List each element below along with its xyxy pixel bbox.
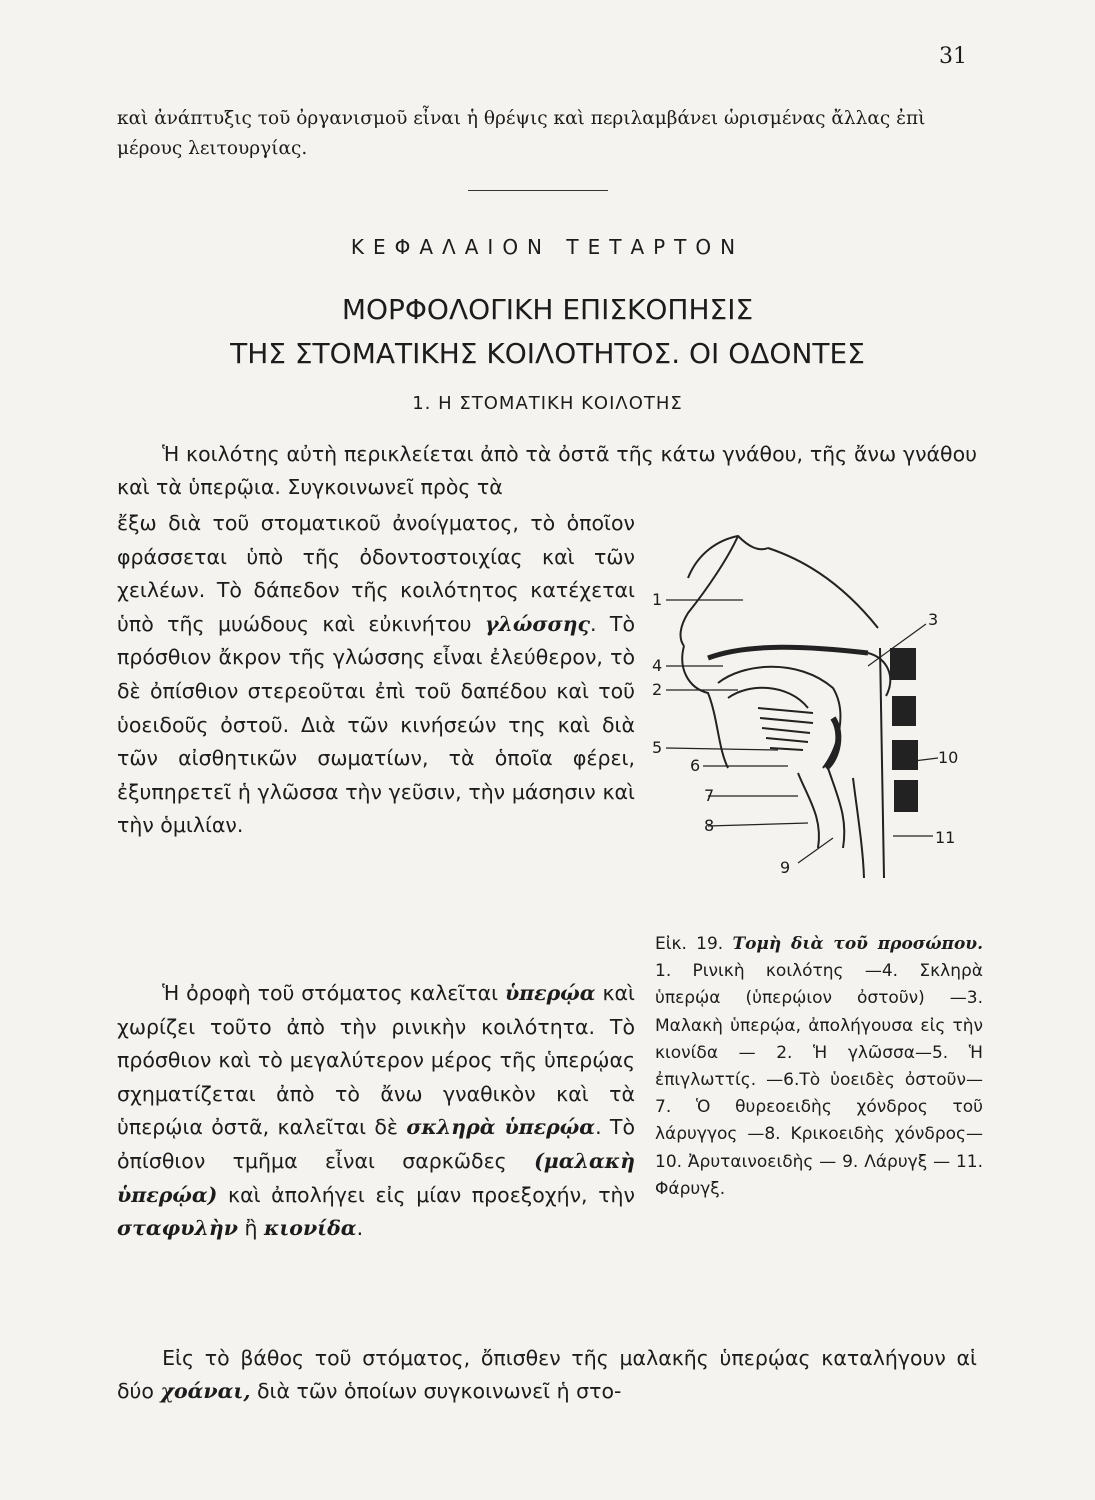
figure-label-1: 1: [652, 590, 663, 609]
paragraph-1-text-b: . Τὸ πρόσθιον ἄκρον τῆς γλώσσης εἶναι ἐλεύθερον, τὸ δὲ ὀπίσθιον στερεοῦται ἐπὶ τοῦ δαπέδου καὶ τοῦ ὑοειδοῦς ὀστοῦ. Διὰ τῶν κινήσεών της καὶ διὰ τῶν αἰσθητικῶν σωματίων, τὰ ὁποῖα φέρει, ἐξυπηρετεῖ ἡ γλῶσσα τὴν γεῦσιν, τὴν μάσησιν καὶ τὴν ὁμιλίαν.: [117, 611, 635, 838]
page-number: 31: [939, 44, 967, 69]
chapter-title-line2: ΤΗΣ ΣΤΟΜΑΤΙΚΗΣ ΚΟΙΛΟΤΗΤΟΣ. ΟΙ ΟΔΟΝΤΕΣ: [230, 337, 865, 370]
term-glossa: γλώσσης: [484, 611, 590, 636]
paragraph-3-text-b: διὰ τῶν ὁποίων συγκοινωνεῖ ἡ στο-: [250, 1379, 622, 1403]
paragraph-3-text-a: Εἰς τὸ βάθος τοῦ στόματος, ὄπισθεν τῆς μαλακῆς ὑπερῴας καταλήγουν αἱ δύο: [117, 1346, 977, 1403]
term-malaki-yperoa: (μαλακὴ ὑπερῴα): [117, 1148, 635, 1207]
figure-label-10: 10: [938, 748, 959, 767]
figure-label-3: 3: [928, 610, 939, 629]
caption-prefix: Εἰκ. 19.: [655, 934, 733, 954]
figure-label-6: 6: [690, 756, 701, 775]
paragraph-2-text-f: .: [356, 1216, 364, 1241]
sagittal-section-drawing: [648, 518, 978, 898]
chapter-label: ΚΕΦΑΛΑΙΟΝ ΤΕΤΑΡΤΟΝ: [350, 235, 745, 259]
anatomy-figure: [648, 518, 978, 898]
paragraph-2-text-e: ἢ: [237, 1216, 264, 1241]
caption-title: Τομὴ διὰ τοῦ προσώπου.: [732, 934, 984, 954]
chapter-title: [0, 288, 1095, 376]
paragraph-2-text-c: . Τὸ ὀπίσθιον τμῆμα εἶναι σαρκῶδες: [117, 1115, 635, 1173]
paragraph-2-text-a: Ἡ ὀροφὴ τοῦ στόματος καλεῖται: [162, 981, 505, 1005]
paragraph-1-text-a: ἔξω διὰ τοῦ στοματικοῦ ἀνοίγματος, τὸ ὁποῖον φράσσεται ὑπὸ τῆς ὀδοντοστοιχίας καὶ τῶν χειλέων. Τὸ δάπεδον τῆς κοιλότητος κατέχεται ὑπὸ τῆς μυώδους καὶ εὐκινήτου: [117, 511, 635, 636]
paragraph-1-full: Ἡ κοιλότης αὐτὴ περικλείεται ἀπὸ τὰ ὀστᾶ τῆς κάτω γνάθου, τῆς ἄνω γνάθου καὶ τὰ ὑπερῷια. Συγκοινωνεῖ πρὸς τὰ: [117, 442, 977, 499]
figure-label-8: 8: [704, 816, 715, 835]
chapter-title-line1: ΜΟΡΦΟΛΟΓΙΚΗ ΕΠΙΣΚΟΠΗΣΙΣ: [341, 293, 754, 326]
paragraph-2: [117, 977, 635, 1246]
term-stafyli: σταφυλὴν: [117, 1216, 238, 1241]
term-kionida: κιονίδα: [264, 1216, 357, 1241]
paragraph-2-text-d: καὶ ἀπολήγει εἰς μίαν προεξοχήν, τὴν: [217, 1182, 635, 1207]
figure-caption: [655, 931, 983, 1203]
intro-paragraph: καὶ ἀνάπτυξις τοῦ ὀργανισμοῦ εἶναι ἡ θρέψις καὶ περιλαμβάνει ὡρισμένας ἄλλας ἐπὶ μέρους λειτουργίας.: [117, 108, 926, 159]
figure-label-9: 9: [780, 858, 791, 877]
paragraph-1-continued: [117, 507, 635, 843]
figure-label-5: 5: [652, 738, 663, 757]
term-choanai: χοάναι,: [160, 1379, 251, 1403]
term-yperoa: ὑπερῴα: [504, 981, 596, 1005]
figure-label-4: 4: [652, 656, 663, 675]
figure-label-11: 11: [935, 828, 956, 847]
separator-rule: [468, 190, 608, 191]
paragraph-3: [117, 1342, 977, 1408]
caption-text: 1. Ρινικὴ κοιλότης —4. Σκληρὰ ὑπερῴα (ὑπερῴιον ὀστοῦν) —3. Μαλακὴ ὑπερῴα, ἀπολήγουσα εἰς τὴν κιονίδα — 2. Ἡ γλῶσσα—5. Ἡ ἐπιγλωττίς. —6.Τὸ ὑοειδὲς ὀστοῦν— 7. Ὁ θυρεοειδὴς χόνδρος τοῦ λάρυγγος —8. Κρικοειδὴς χόνδρος— 10. Ἀρυταινοειδὴς — 9. Λάρυγξ — 11. Φάρυγξ.: [655, 961, 983, 1199]
section-heading: 1. Η ΣΤΟΜΑΤΙΚΗ ΚΟΙΛΟΤΗΣ: [412, 393, 683, 414]
term-sklira-yperoa: σκληρὰ ὑπερῴα: [406, 1115, 596, 1140]
paragraph-2-text-b: καὶ χωρίζει τοῦτο ἀπὸ τὴν ρινικὴν κοιλότητα. Τὸ πρόσθιον καὶ τὸ μεγαλύτερον μέρος τῆς ὑπερῴας σχηματίζεται ἀπὸ τὸ ἄνω γναθικὸν καὶ τὰ ὑπερῴια ὀστᾶ, καλεῖται δὲ: [117, 981, 635, 1140]
figure-label-2: 2: [652, 680, 663, 699]
figure-label-7: 7: [704, 786, 715, 805]
